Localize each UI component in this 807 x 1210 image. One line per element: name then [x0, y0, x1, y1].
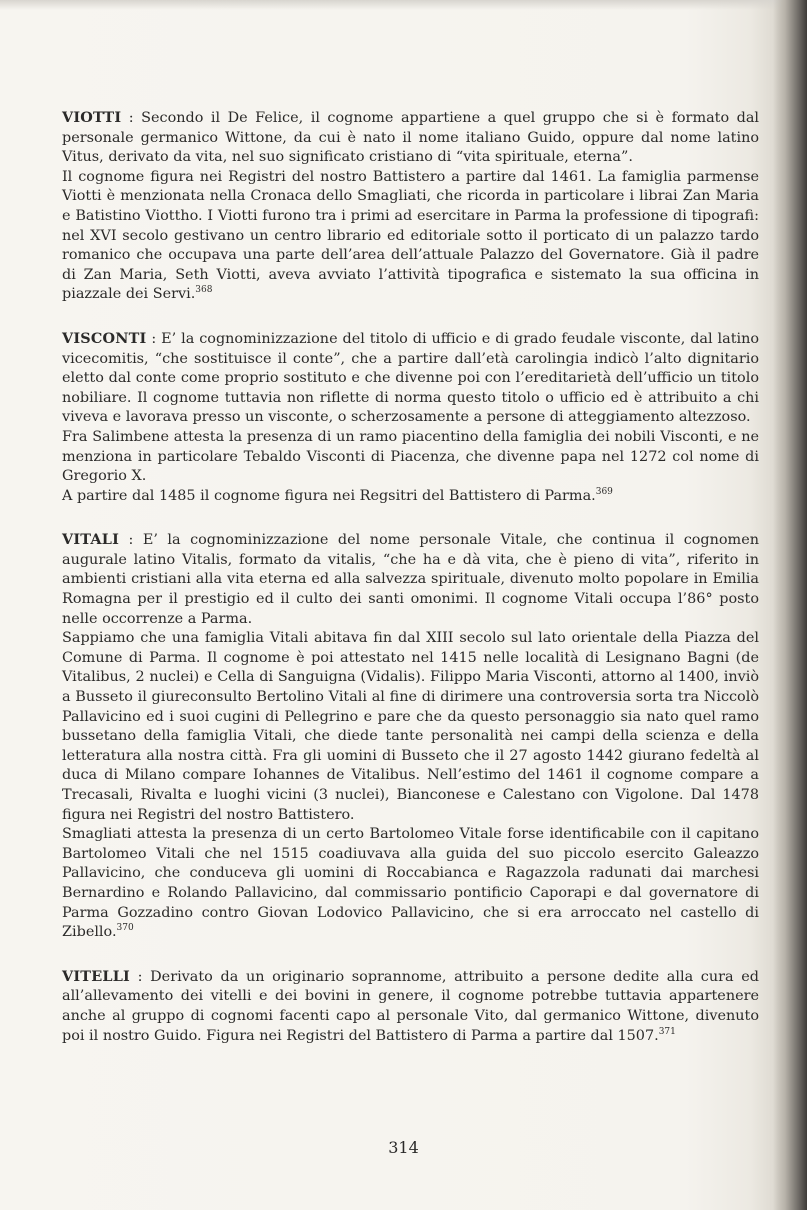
paragraph: VITELLI : Derivato da un originario soprannome, attribuito a persone dedite alla cura ed all’allevamento dei vitelli e dei bovini in genere, il cognome potrebbe tuttavia appartenere anche al gruppo di cognomi facenti capo al personale Vito, dal germanico Wittone, divenuto poi il nostro Guido. Figura nei Registri del Battistero di Parma a partire dal 1507.$^{371}$ — [62, 967, 759, 1044]
entry-heading: VISCONTI — [62, 329, 147, 347]
paragraph: A partire dal 1485 il cognome figura nei Regsitri del Battistero di Parma.$^{369}$ — [62, 486, 613, 504]
page-top-shadow — [0, 0, 807, 10]
footnote-ref: 368 — [195, 285, 213, 296]
page-text — [62, 108, 759, 1070]
paragraph: VITALI : E’ la cognominizzazione del nome personale Vitale, che continua il cognomen augurale latino Vitalis, formato da vitalis, “che ha e dà vita, che è pieno di vita”, riferito in ambienti cristiani alla vita eterna ed alla salvezza spirituale, divenuto molto popolare in Emilia Romagna per il prestigio ed il culto dei santi omonimi. Il cognome Vitali occupa l’86° posto nelle occorrenze a Parma. — [62, 531, 759, 627]
entry-visconti — [62, 329, 759, 506]
book-spine-shadow — [773, 0, 807, 1210]
page-number: 314 — [388, 1138, 419, 1157]
entry-viotti — [62, 108, 759, 305]
entry-heading: VITALI — [62, 531, 120, 549]
paragraph: Il cognome figura nei Registri del nostro Battistero a partire dal 1461. La famiglia parmense Viotti è menzionata nella Cronaca dello Smagliati, che ricorda in particolare i librai Zan Maria e Batistino Viottho. I Viotti furono tra i primi ad esercitare in Parma la professione di tipografi: nel XVI secolo gestivano un centro librario ed editoriale sotto il porticato di un palazzo tardo romanico che occupava una parte dell’area dell’attuale Palazzo del Governatore. Già il padre di Zan Maria, Seth Viotti, aveva avviato l’attività tipografica e sistemato la sua officina in piazzale dei Servi.$^{368}$ — [62, 168, 759, 303]
footnote-ref: 371 — [658, 1026, 676, 1037]
paragraph: Fra Salimbene attesta la presenza di un ramo piacentino della famiglia dei nobili Visconti, e ne menziona in particolare Tebaldo Visconti di Piacenza, che divenne papa nel 1272 col nome di Gregorio X. — [62, 428, 759, 485]
entry-vitali — [62, 530, 759, 942]
footnote-ref: 370 — [116, 923, 134, 934]
entry-heading: VIOTTI — [62, 109, 122, 126]
paragraph: Sappiamo che una famiglia Vitali abitava fin dal XIII secolo sul lato orientale della Piazza del Comune di Parma. Il cognome è poi attestato nel 1415 nelle località di Lesignano Bagni (de Vitalibus, 2 nuclei) e Cella di Sanguigna (Vidalis). Filippo Maria Visconti, attorno al 1400, inviò a Busseto il giureconsulto Bertolino Vitali al fine di dirimere una controversia sorta tra Niccolò Pallavicino ed i suoi cugini di Pellegrino e pare che da questo personaggio sia nato quel ramo bussetano della famiglia Vitali, che diede tante personalità nei campi della scienza e della letteratura alla nostra città. Fra gli uomini di Busseto che il 27 agosto 1442 giurano fedeltà al duca di Milano compare Iohannes de Vitalibus. Nell’estimo del 1461 il cognome compare a Trecasali, Rivalta e luoghi vicini (3 nuclei), Bianconese e Calestano con Vigolone. Dal 1478 figura nei Registri del nostro Battistero. — [62, 630, 759, 823]
footnote-ref: 369 — [595, 486, 613, 497]
paragraph: VISCONTI : E’ la cognominizzazione del titolo di ufficio e di grado feudale visconte, dal latino vicecomitis, “che sostituisce il conte”, che a partire dall’età carolingia indicò l’alto dignitario eletto dal conte come proprio sostituto e che divenne poi con l’ereditarietà dell’ufficio un titolo nobiliare. Il cognome tuttavia non riflette di norma questo titolo o ufficio ed è attribuito a chi viveva e lavorava presso un visconte, o scherzosamente a persone di atteggiamento altezzoso. — [62, 329, 760, 426]
entry-heading: VITELLI — [62, 967, 130, 985]
paragraph: VIOTTI : Secondo il De Felice, il cognome appartiene a quel gruppo che si è formato dal personale germanico Wittone, da cui è nato il nome italiano Guido, oppure dal nome latino Vitus, derivato da vita, nel suo significato cristiano di “vita spirituale, eterna”. — [62, 109, 760, 166]
paragraph: Smagliati attesta la presenza di un certo Bartolomeo Vitale forse identificabile con il capitano Bartolomeo Vitali che nel 1515 coadiuvava alla guida del suo piccolo esercito Galeazzo Pallavicino, che conduceva gli uomini di Roccabianca e Ragazzola radunati dai marchesi Bernardino e Rolando Pallavicino, dal commissario pontificio Caporapi e dal governatore di Parma Gozzadino contro Giovan Lodovico Pallavicino, che si era arroccato nel castello di Zibello.$^{370}$ — [62, 826, 759, 941]
entry-vitelli — [62, 967, 759, 1046]
